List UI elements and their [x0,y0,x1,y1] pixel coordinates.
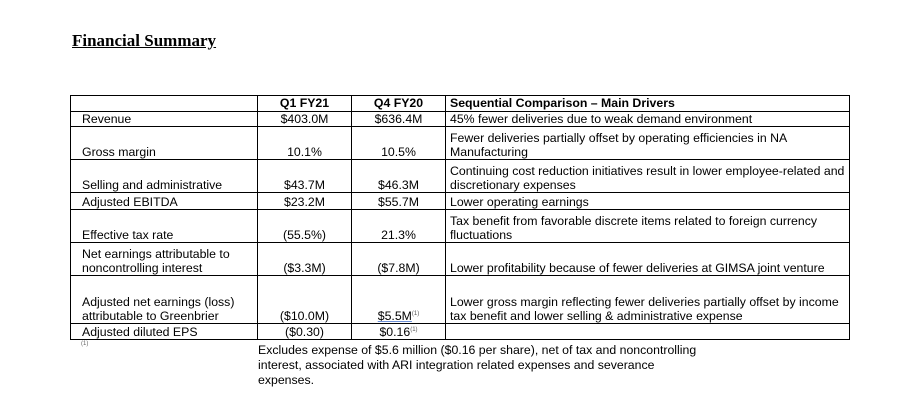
q4-value: 21.3% [352,210,446,243]
row-label: Revenue [71,112,258,127]
table-row [71,193,850,210]
q4-value [352,324,446,340]
q1-value: ($3.3M) [258,243,352,276]
driver-text: Tax benefit from favorable discrete items related to foreign currency fluctuations [446,210,850,243]
q4-value: ($7.8M) [352,243,446,276]
row-label: Effective tax rate [71,210,258,243]
q4-value-text: $0.16 [379,325,411,339]
table-row [71,160,850,193]
q1-value: $43.7M [258,160,352,193]
q1-value: $403.0M [258,112,352,127]
driver-text: Continuing cost reduction initiatives result in lower employee-related and discretionary expenses [446,160,850,193]
q4-value: $636.4M [352,112,446,127]
row-label: Selling and administrative [71,160,258,193]
driver-text: Lower profitability because of fewer deliveries at GIMSA joint venture [446,243,850,276]
q4-value-text: $5.5M [377,309,412,323]
footnote-ref: (1) [411,310,420,317]
q1-value: $23.2M [258,193,352,210]
q1-value: ($0.30) [258,324,352,340]
row-label: Adjusted net earnings (loss) attributable to Greenbrier [71,276,258,324]
driver-text: Lower gross margin reflecting fewer deliveries partially offset by income tax benefit and lower selling & administrative expense [446,276,850,324]
footnote-text: Excludes expense of $5.6 million ($0.16 per share), net of tax and noncontrolling interest, associated with ARI integration related expenses and severance expenses. [258,343,697,387]
footnote-ref: (1) [410,326,418,333]
q4-value [352,276,446,324]
footnote-marker: (1) [81,341,89,347]
table-row [71,243,850,276]
table-row [71,112,850,127]
driver-text: Fewer deliveries partially offset by operating efficiencies in NA Manufacturing [446,127,850,160]
row-label: Gross margin [71,127,258,160]
table-row [71,210,850,243]
table-header-row [71,96,850,112]
q1-value: (55.5%) [258,210,352,243]
financial-summary-table [70,95,850,340]
row-label: Adjusted EBITDA [71,193,258,210]
row-label: Adjusted diluted EPS [71,324,258,340]
q1-value: 10.1% [258,127,352,160]
row-label: Net earnings attributable to noncontrolling interest [71,243,258,276]
driver-text [446,324,850,340]
table-row [71,324,850,340]
driver-text: 45% fewer deliveries due to weak demand environment [446,112,850,127]
table-row [71,276,850,324]
q1-value: ($10.0M) [258,276,352,324]
table-row [71,127,850,160]
page-title: Financial Summary [72,31,217,50]
driver-text: Lower operating earnings [446,193,850,210]
q4-value: $55.7M [352,193,446,210]
q4-value: $46.3M [352,160,446,193]
header-q1-fy21: Q1 FY21 [258,96,352,112]
header-blank [71,96,258,112]
header-q4-fy20: Q4 FY20 [352,96,446,112]
q4-value: 10.5% [352,127,446,160]
header-drivers: Sequential Comparison – Main Drivers [446,96,850,112]
